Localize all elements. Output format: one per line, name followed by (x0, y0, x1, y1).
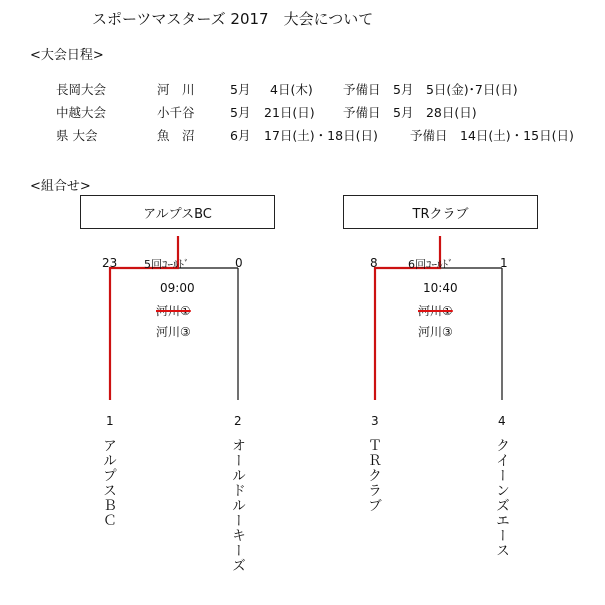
team-name: オールドルーキーズ (230, 438, 246, 573)
schedule-heading: <大会日程> (30, 48, 104, 63)
match-time: 10:40 (423, 281, 458, 295)
winner-team: アルプスBC (143, 206, 212, 222)
team-name: ＴＲクラブ (366, 438, 382, 513)
venue-struck: 河川① (156, 304, 191, 318)
reserve-date: 14日(土)・15日(日) (460, 128, 574, 143)
score-right: 0 (235, 256, 243, 270)
score-left: 23 (102, 256, 118, 270)
seed-number: 3 (371, 414, 379, 428)
bracket-heading: <組合せ> (30, 179, 91, 194)
venue: 河川③ (418, 325, 453, 339)
reserve-date: 5月 5日(金)･7日(日) (393, 82, 518, 97)
reserve-date: 5月 28日(日) (393, 105, 477, 120)
seed-number: 1 (106, 414, 114, 428)
page-title: スポーツマスターズ 2017 大会について (92, 10, 374, 28)
seed-number: 4 (498, 414, 506, 428)
event-venue: 魚 沼 (157, 128, 195, 143)
game-note: 5回ｺｰﾙﾄﾞ (144, 258, 190, 271)
score-right: 1 (500, 256, 508, 270)
reserve-label: 予備日 (410, 128, 448, 143)
game-note: 6回ｺｰﾙﾄﾞ (408, 258, 454, 271)
winner-box (80, 195, 275, 229)
event-month: 5月 (230, 82, 251, 97)
winner-team: TRクラブ (412, 206, 469, 222)
reserve-label: 予備日 (343, 82, 381, 97)
team-name: アルプスＢＣ (101, 438, 117, 528)
reserve-label: 予備日 (343, 105, 381, 120)
event-name: 長岡大会 (56, 82, 107, 97)
team-name: クイーンズエース (494, 438, 510, 558)
event-name: 県 大会 (56, 128, 98, 143)
event-name: 中越大会 (56, 105, 107, 120)
venue-struck: 河川① (418, 304, 453, 318)
match-time: 09:00 (160, 281, 195, 295)
event-date: 4日(木) (270, 82, 313, 97)
event-month: 5月 (230, 105, 251, 120)
seed-number: 2 (234, 414, 242, 428)
event-venue: 河 川 (157, 82, 195, 97)
venue: 河川③ (156, 325, 191, 339)
score-left: 8 (370, 256, 378, 270)
event-month: 6月 (230, 128, 251, 143)
winner-box (343, 195, 538, 229)
event-venue: 小千谷 (157, 105, 195, 120)
event-date: 17日(土)・18日(日) (264, 128, 378, 143)
event-date: 21日(日) (264, 105, 315, 120)
